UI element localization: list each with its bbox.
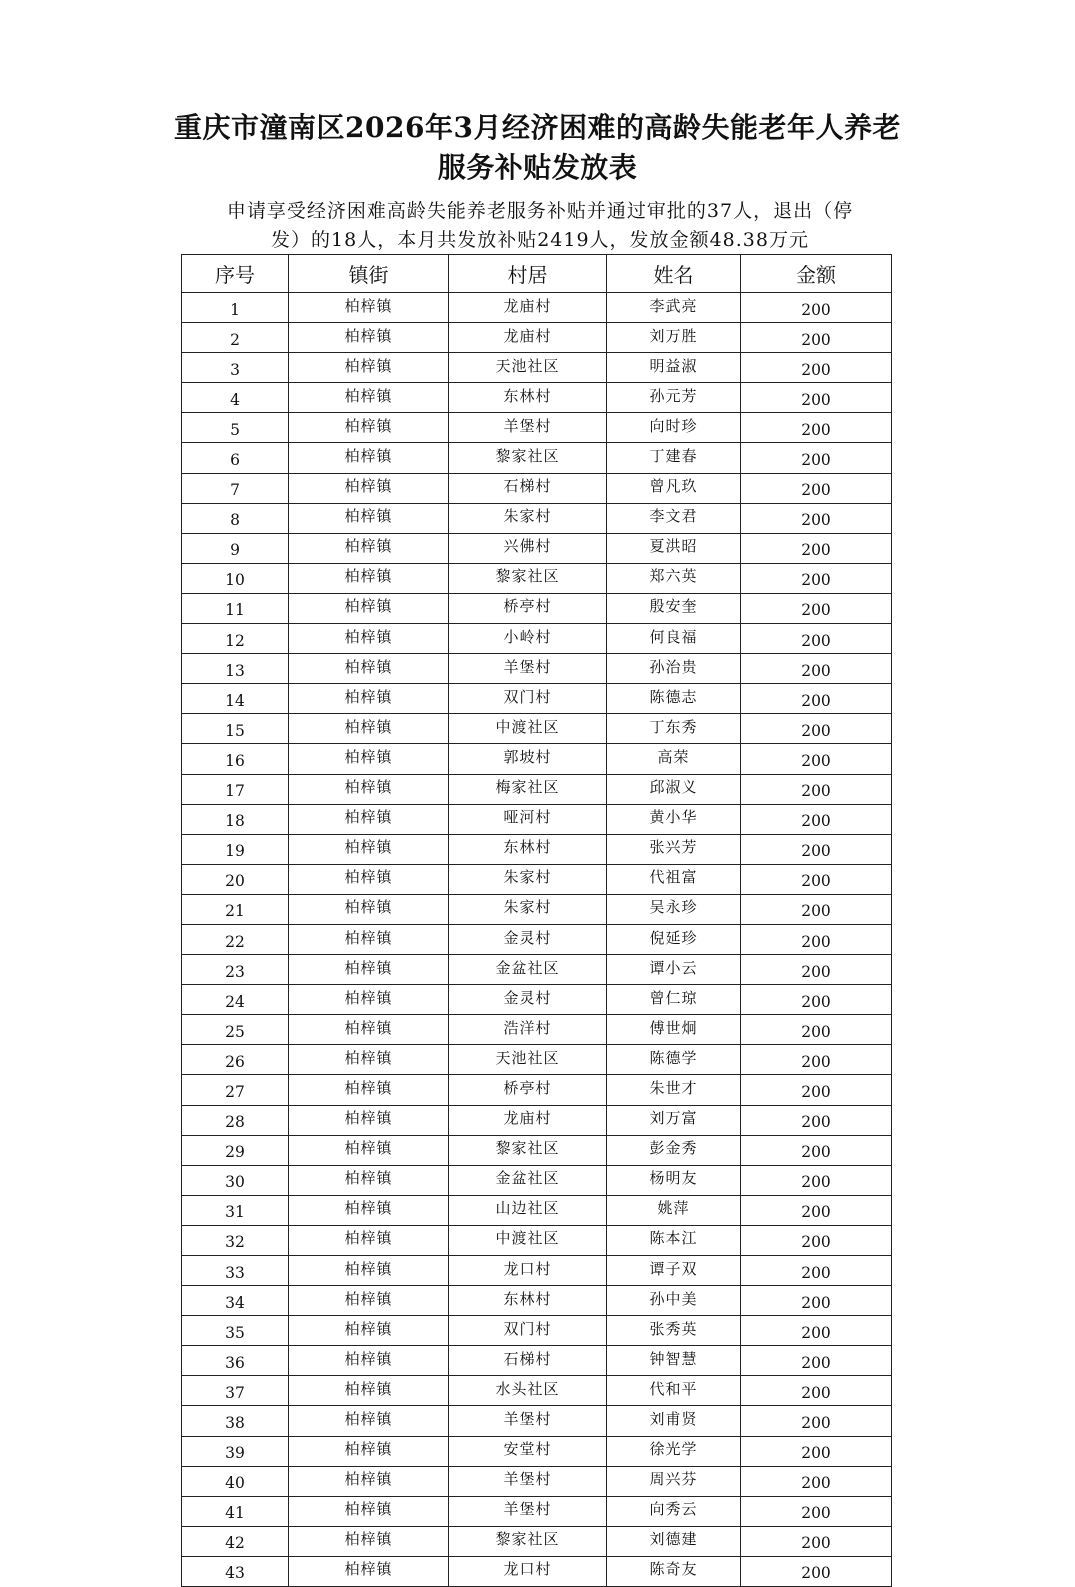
cell-amount: 200 <box>741 353 892 383</box>
cell-name: 孙中美 <box>607 1286 741 1316</box>
cell-amount: 200 <box>741 1556 892 1586</box>
table-row <box>182 1376 892 1406</box>
cell-village: 桥亭村 <box>449 1075 607 1105</box>
cell-town: 柏梓镇 <box>289 473 449 503</box>
cell-town: 柏梓镇 <box>289 834 449 864</box>
cell-seq: 15 <box>182 714 289 744</box>
table-row <box>182 413 892 443</box>
header-amount: 金额 <box>741 255 892 293</box>
cell-name: 傅世炯 <box>607 1015 741 1045</box>
cell-town: 柏梓镇 <box>289 714 449 744</box>
cell-amount: 200 <box>741 1105 892 1135</box>
cell-seq: 32 <box>182 1225 289 1255</box>
title-line-1: 重庆市潼南区2026年3月经济困难的高龄失能老年人养老 <box>174 111 901 144</box>
cell-amount: 200 <box>741 1496 892 1526</box>
table-row <box>182 894 892 924</box>
cell-town: 柏梓镇 <box>289 1556 449 1586</box>
cell-amount: 200 <box>741 593 892 623</box>
cell-seq: 37 <box>182 1376 289 1406</box>
cell-town: 柏梓镇 <box>289 804 449 834</box>
cell-town: 柏梓镇 <box>289 353 449 383</box>
cell-town: 柏梓镇 <box>289 1526 449 1556</box>
cell-name: 丁建春 <box>607 443 741 473</box>
table-header-row <box>182 255 892 293</box>
table-row <box>182 1225 892 1255</box>
cell-name: 孙元芳 <box>607 383 741 413</box>
table-row <box>182 383 892 413</box>
cell-amount: 200 <box>741 714 892 744</box>
cell-village: 山边社区 <box>449 1195 607 1225</box>
cell-name: 孙治贵 <box>607 654 741 684</box>
table-row <box>182 443 892 473</box>
cell-amount: 200 <box>741 1045 892 1075</box>
cell-amount: 200 <box>741 1526 892 1556</box>
cell-name: 刘万胜 <box>607 323 741 353</box>
cell-village: 安堂村 <box>449 1436 607 1466</box>
cell-town: 柏梓镇 <box>289 1406 449 1436</box>
cell-village: 羊堡村 <box>449 1466 607 1496</box>
cell-village: 双门村 <box>449 1316 607 1346</box>
cell-town: 柏梓镇 <box>289 684 449 714</box>
cell-village: 黎家社区 <box>449 1135 607 1165</box>
cell-name: 李武亮 <box>607 293 741 323</box>
cell-village: 黎家社区 <box>449 443 607 473</box>
table-row <box>182 293 892 323</box>
cell-town: 柏梓镇 <box>289 1466 449 1496</box>
table-row <box>182 1406 892 1436</box>
cell-village: 东林村 <box>449 383 607 413</box>
cell-town: 柏梓镇 <box>289 955 449 985</box>
cell-name: 倪延珍 <box>607 924 741 954</box>
cell-seq: 1 <box>182 293 289 323</box>
cell-amount: 200 <box>741 1015 892 1045</box>
cell-name: 代和平 <box>607 1376 741 1406</box>
table-row <box>182 353 892 383</box>
cell-amount: 200 <box>741 1316 892 1346</box>
table-row <box>182 1075 892 1105</box>
cell-seq: 29 <box>182 1135 289 1165</box>
cell-amount: 200 <box>741 1195 892 1225</box>
cell-amount: 200 <box>741 804 892 834</box>
cell-village: 小岭村 <box>449 624 607 654</box>
cell-village: 金灵村 <box>449 924 607 954</box>
cell-seq: 39 <box>182 1436 289 1466</box>
cell-amount: 200 <box>741 563 892 593</box>
cell-name: 黄小华 <box>607 804 741 834</box>
subsidy-table <box>181 254 892 1587</box>
header-village: 村居 <box>449 255 607 293</box>
cell-name: 谭子双 <box>607 1256 741 1286</box>
cell-town: 柏梓镇 <box>289 1376 449 1406</box>
cell-seq: 10 <box>182 563 289 593</box>
table-row <box>182 744 892 774</box>
header-town: 镇街 <box>289 255 449 293</box>
cell-town: 柏梓镇 <box>289 1105 449 1135</box>
cell-seq: 18 <box>182 804 289 834</box>
cell-seq: 28 <box>182 1105 289 1135</box>
summary-line-2: 发）的18人，本月共发放补贴2419人，发放金额48.38万元 <box>271 229 809 251</box>
cell-town: 柏梓镇 <box>289 1346 449 1376</box>
cell-village: 龙庙村 <box>449 323 607 353</box>
cell-town: 柏梓镇 <box>289 1496 449 1526</box>
cell-name: 刘万富 <box>607 1105 741 1135</box>
cell-amount: 200 <box>741 443 892 473</box>
cell-seq: 8 <box>182 503 289 533</box>
cell-village: 水头社区 <box>449 1376 607 1406</box>
cell-amount: 200 <box>741 323 892 353</box>
cell-seq: 19 <box>182 834 289 864</box>
cell-amount: 200 <box>741 503 892 533</box>
table-row <box>182 1045 892 1075</box>
cell-town: 柏梓镇 <box>289 1316 449 1346</box>
cell-town: 柏梓镇 <box>289 1225 449 1255</box>
cell-name: 邱淑义 <box>607 774 741 804</box>
cell-amount: 200 <box>741 985 892 1015</box>
cell-town: 柏梓镇 <box>289 323 449 353</box>
cell-seq: 31 <box>182 1195 289 1225</box>
table-row <box>182 1015 892 1045</box>
cell-name: 丁东秀 <box>607 714 741 744</box>
cell-village: 东林村 <box>449 1286 607 1316</box>
table-row <box>182 1466 892 1496</box>
cell-amount: 200 <box>741 654 892 684</box>
cell-seq: 13 <box>182 654 289 684</box>
cell-amount: 200 <box>741 1225 892 1255</box>
cell-seq: 3 <box>182 353 289 383</box>
cell-town: 柏梓镇 <box>289 1256 449 1286</box>
cell-seq: 22 <box>182 924 289 954</box>
cell-village: 龙口村 <box>449 1256 607 1286</box>
cell-name: 向时珍 <box>607 413 741 443</box>
table-row <box>182 1256 892 1286</box>
cell-town: 柏梓镇 <box>289 503 449 533</box>
cell-village: 兴佛村 <box>449 533 607 563</box>
summary-text <box>190 197 890 255</box>
cell-village: 龙庙村 <box>449 293 607 323</box>
cell-name: 姚萍 <box>607 1195 741 1225</box>
cell-village: 天池社区 <box>449 1045 607 1075</box>
table-row <box>182 834 892 864</box>
table-row <box>182 503 892 533</box>
cell-amount: 200 <box>741 1165 892 1195</box>
table-row <box>182 714 892 744</box>
cell-village: 中渡社区 <box>449 1225 607 1255</box>
cell-name: 彭金秀 <box>607 1135 741 1165</box>
cell-town: 柏梓镇 <box>289 1135 449 1165</box>
cell-amount: 200 <box>741 684 892 714</box>
cell-amount: 200 <box>741 1436 892 1466</box>
cell-village: 黎家社区 <box>449 563 607 593</box>
table-row <box>182 924 892 954</box>
cell-seq: 24 <box>182 985 289 1015</box>
table-row <box>182 323 892 353</box>
cell-amount: 200 <box>741 774 892 804</box>
table-row <box>182 774 892 804</box>
cell-amount: 200 <box>741 1346 892 1376</box>
cell-village: 金灵村 <box>449 985 607 1015</box>
cell-amount: 200 <box>741 1075 892 1105</box>
cell-amount: 200 <box>741 1406 892 1436</box>
cell-seq: 7 <box>182 473 289 503</box>
cell-town: 柏梓镇 <box>289 924 449 954</box>
cell-town: 柏梓镇 <box>289 894 449 924</box>
cell-name: 陈德学 <box>607 1045 741 1075</box>
cell-town: 柏梓镇 <box>289 413 449 443</box>
cell-town: 柏梓镇 <box>289 443 449 473</box>
cell-seq: 4 <box>182 383 289 413</box>
table-row <box>182 533 892 563</box>
cell-name: 钟智慧 <box>607 1346 741 1376</box>
cell-name: 殷安奎 <box>607 593 741 623</box>
cell-name: 代祖富 <box>607 864 741 894</box>
cell-town: 柏梓镇 <box>289 1045 449 1075</box>
cell-name: 刘德建 <box>607 1526 741 1556</box>
table-row <box>182 654 892 684</box>
cell-town: 柏梓镇 <box>289 864 449 894</box>
table-row <box>182 1105 892 1135</box>
table-row <box>182 1556 892 1586</box>
cell-town: 柏梓镇 <box>289 744 449 774</box>
title-line-2: 服务补贴发放表 <box>437 151 638 184</box>
cell-name: 吴永珍 <box>607 894 741 924</box>
table-body <box>182 293 892 1587</box>
cell-seq: 17 <box>182 774 289 804</box>
table-row <box>182 684 892 714</box>
cell-name: 李文君 <box>607 503 741 533</box>
cell-name: 向秀云 <box>607 1496 741 1526</box>
cell-village: 哑河村 <box>449 804 607 834</box>
cell-village: 朱家村 <box>449 503 607 533</box>
cell-name: 陈德志 <box>607 684 741 714</box>
table-row <box>182 864 892 894</box>
cell-name: 明益淑 <box>607 353 741 383</box>
table-row <box>182 955 892 985</box>
cell-seq: 20 <box>182 864 289 894</box>
cell-village: 羊堡村 <box>449 1496 607 1526</box>
table-row <box>182 985 892 1015</box>
cell-name: 朱世才 <box>607 1075 741 1105</box>
cell-seq: 2 <box>182 323 289 353</box>
cell-amount: 200 <box>741 864 892 894</box>
cell-village: 黎家社区 <box>449 1526 607 1556</box>
cell-seq: 9 <box>182 533 289 563</box>
cell-amount: 200 <box>741 1376 892 1406</box>
cell-town: 柏梓镇 <box>289 774 449 804</box>
cell-village: 东林村 <box>449 834 607 864</box>
cell-seq: 38 <box>182 1406 289 1436</box>
cell-amount: 200 <box>741 533 892 563</box>
cell-amount: 200 <box>741 1135 892 1165</box>
table-row <box>182 1526 892 1556</box>
cell-name: 曾仁琼 <box>607 985 741 1015</box>
cell-seq: 41 <box>182 1496 289 1526</box>
cell-village: 浩洋村 <box>449 1015 607 1045</box>
cell-village: 羊堡村 <box>449 413 607 443</box>
cell-seq: 34 <box>182 1286 289 1316</box>
cell-town: 柏梓镇 <box>289 985 449 1015</box>
cell-village: 郭坡村 <box>449 744 607 774</box>
cell-town: 柏梓镇 <box>289 293 449 323</box>
cell-town: 柏梓镇 <box>289 624 449 654</box>
cell-seq: 40 <box>182 1466 289 1496</box>
cell-village: 石梯村 <box>449 1346 607 1376</box>
cell-name: 曾凡玖 <box>607 473 741 503</box>
cell-amount: 200 <box>741 1286 892 1316</box>
cell-name: 张兴芳 <box>607 834 741 864</box>
cell-town: 柏梓镇 <box>289 533 449 563</box>
cell-village: 金盆社区 <box>449 1165 607 1195</box>
cell-amount: 200 <box>741 924 892 954</box>
cell-seq: 5 <box>182 413 289 443</box>
table-row <box>182 563 892 593</box>
cell-amount: 200 <box>741 955 892 985</box>
cell-village: 龙庙村 <box>449 1105 607 1135</box>
cell-seq: 36 <box>182 1346 289 1376</box>
table-row <box>182 1165 892 1195</box>
cell-seq: 6 <box>182 443 289 473</box>
cell-seq: 16 <box>182 744 289 774</box>
cell-name: 周兴芬 <box>607 1466 741 1496</box>
cell-town: 柏梓镇 <box>289 1075 449 1105</box>
cell-name: 何良福 <box>607 624 741 654</box>
cell-seq: 27 <box>182 1075 289 1105</box>
cell-village: 朱家村 <box>449 894 607 924</box>
table-row <box>182 1135 892 1165</box>
cell-town: 柏梓镇 <box>289 383 449 413</box>
cell-amount: 200 <box>741 473 892 503</box>
cell-name: 郑六英 <box>607 563 741 593</box>
cell-name: 徐光学 <box>607 1436 741 1466</box>
table-row <box>182 593 892 623</box>
table-row <box>182 1436 892 1466</box>
cell-seq: 14 <box>182 684 289 714</box>
cell-village: 羊堡村 <box>449 654 607 684</box>
cell-amount: 200 <box>741 894 892 924</box>
cell-village: 双门村 <box>449 684 607 714</box>
cell-seq: 26 <box>182 1045 289 1075</box>
cell-amount: 200 <box>741 744 892 774</box>
cell-town: 柏梓镇 <box>289 563 449 593</box>
cell-town: 柏梓镇 <box>289 593 449 623</box>
cell-village: 羊堡村 <box>449 1406 607 1436</box>
table-row <box>182 1316 892 1346</box>
table-row <box>182 1346 892 1376</box>
cell-amount: 200 <box>741 1256 892 1286</box>
cell-village: 桥亭村 <box>449 593 607 623</box>
cell-town: 柏梓镇 <box>289 654 449 684</box>
cell-village: 龙口村 <box>449 1556 607 1586</box>
cell-name: 谭小云 <box>607 955 741 985</box>
cell-name: 陈奇友 <box>607 1556 741 1586</box>
cell-amount: 200 <box>741 624 892 654</box>
table-row <box>182 1286 892 1316</box>
cell-seq: 23 <box>182 955 289 985</box>
cell-town: 柏梓镇 <box>289 1165 449 1195</box>
header-seq: 序号 <box>182 255 289 293</box>
cell-seq: 43 <box>182 1556 289 1586</box>
cell-village: 朱家村 <box>449 864 607 894</box>
table-row <box>182 1195 892 1225</box>
cell-seq: 25 <box>182 1015 289 1045</box>
cell-seq: 42 <box>182 1526 289 1556</box>
cell-amount: 200 <box>741 293 892 323</box>
cell-amount: 200 <box>741 834 892 864</box>
cell-town: 柏梓镇 <box>289 1286 449 1316</box>
table-row <box>182 624 892 654</box>
cell-village: 金盆社区 <box>449 955 607 985</box>
cell-seq: 33 <box>182 1256 289 1286</box>
cell-name: 夏洪昭 <box>607 533 741 563</box>
cell-town: 柏梓镇 <box>289 1436 449 1466</box>
table-row <box>182 804 892 834</box>
summary-line-1: 申请享受经济困难高龄失能养老服务补贴并通过审批的37人，退出（停 <box>226 200 854 222</box>
cell-village: 天池社区 <box>449 353 607 383</box>
cell-seq: 30 <box>182 1165 289 1195</box>
cell-seq: 12 <box>182 624 289 654</box>
table-row <box>182 1496 892 1526</box>
document-title <box>0 108 1075 188</box>
cell-village: 石梯村 <box>449 473 607 503</box>
cell-name: 杨明友 <box>607 1165 741 1195</box>
cell-name: 刘甫贤 <box>607 1406 741 1436</box>
cell-village: 中渡社区 <box>449 714 607 744</box>
cell-name: 高荣 <box>607 744 741 774</box>
cell-amount: 200 <box>741 1466 892 1496</box>
table-row <box>182 473 892 503</box>
header-name: 姓名 <box>607 255 741 293</box>
cell-town: 柏梓镇 <box>289 1195 449 1225</box>
cell-name: 张秀英 <box>607 1316 741 1346</box>
cell-village: 梅家社区 <box>449 774 607 804</box>
cell-town: 柏梓镇 <box>289 1015 449 1045</box>
cell-seq: 21 <box>182 894 289 924</box>
cell-amount: 200 <box>741 383 892 413</box>
cell-name: 陈本江 <box>607 1225 741 1255</box>
cell-seq: 11 <box>182 593 289 623</box>
cell-amount: 200 <box>741 413 892 443</box>
cell-seq: 35 <box>182 1316 289 1346</box>
